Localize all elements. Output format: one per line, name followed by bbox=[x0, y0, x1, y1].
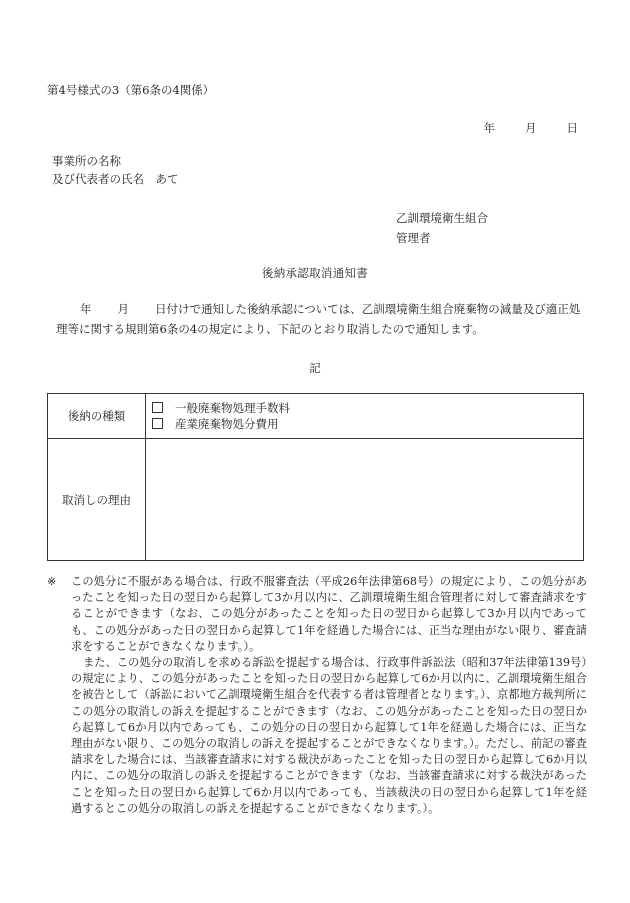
recipient-representative-label: 及び代表者の氏名 あて bbox=[52, 172, 179, 186]
table-row-reason bbox=[48, 439, 584, 561]
recipient-name-label: 事業所の名称 bbox=[52, 154, 121, 168]
ki-heading: 記 bbox=[309, 361, 321, 375]
checkbox-industrial-waste[interactable] bbox=[152, 418, 163, 429]
date-month-label: 月 bbox=[525, 121, 537, 135]
checkbox-general-waste[interactable] bbox=[152, 402, 163, 413]
body-year-label: 年 bbox=[80, 302, 92, 316]
recipient-block bbox=[52, 152, 179, 188]
option-general-waste[interactable] bbox=[152, 400, 583, 416]
option-industrial-waste-label: 産業廃棄物処分費用 bbox=[175, 417, 279, 431]
sender-block bbox=[396, 208, 488, 248]
type-options bbox=[146, 394, 584, 439]
document-title: 後納承認取消通知書 bbox=[261, 266, 369, 280]
body-paragraph bbox=[56, 299, 586, 339]
note-mark: ※ bbox=[47, 575, 57, 588]
date-day-label: 日 bbox=[566, 121, 578, 135]
note-paragraph-1 bbox=[47, 574, 587, 655]
note-text-2: また、この処分の取消しを求める訴訟を提起する場合は、行政事件訴訟法（昭和37年法律第139号）の規定により、この処分があったことを知った日の翌日から起算して6か月以内に、乙訓環境衛生組合を被告として（訴訟において乙訓環境衛生組合を代表する者は管理者となります。）、京都地方裁判所にこの処分の取消しの訴えを提起することができます（なお、この処分があったことを知った日の翌日から起算して6か月以内であっても、この処分の日の翌日から起算して1年を経過した場合には、正当な理由がない限り、この処分の取消しの訴えを提起することができなくなります。）。ただし、前記の審査請求をした場合には、当該審査請求に対する裁決があったことを知った日の翌日から起算して6か月以内に、この処分の取消しの訴えを提起することができます（なお、当該審査請求に対する裁決があったことを知った日の翌日から起算して6か月以内であっても、当該裁決の日の翌日から起算して1年を経過するとこの処分の取消しの訴えを提起することができなくなります。）。 bbox=[71, 656, 587, 815]
table-row-type bbox=[48, 394, 584, 439]
reason-cell bbox=[146, 439, 584, 561]
type-label: 後納の種類 bbox=[48, 394, 146, 439]
body-month-label: 月 bbox=[117, 302, 129, 316]
option-general-waste-label: 一般廃棄物処理手数料 bbox=[175, 401, 290, 415]
date-year-label: 年 bbox=[483, 121, 495, 135]
details-table bbox=[47, 393, 584, 561]
option-industrial-waste[interactable] bbox=[152, 416, 583, 432]
date-line bbox=[484, 120, 579, 136]
form-number: 第4号様式の3（第6条の4関係） bbox=[47, 83, 215, 97]
body-text: 日付けで通知した後納承認については、乙訓環境衛生組合廃棄物の減量及び適正処理等に関する規則第6条の4の規定により、下記のとおり取消したので通知します。 bbox=[56, 302, 581, 336]
reason-field[interactable] bbox=[146, 439, 583, 560]
sender-organization: 乙訓環境衛生組合 bbox=[396, 211, 488, 225]
note-paragraph-2 bbox=[47, 655, 587, 817]
reason-label: 取消しの理由 bbox=[48, 439, 146, 561]
sender-title: 管理者 bbox=[396, 231, 431, 245]
note-text-1: この処分に不服がある場合は、行政不服審査法（平成26年法律第68号）の規定により、この処分があったことを知った日の翌日から起算して3か月以内に、乙訓環境衛生組合管理者に対して審査請求をすることができます（なお、この処分があったことを知った日の翌日から起算して3か月以内であっても、この処分があった日の翌日から起算して1年を経過した場合には、正当な理由がない限り、審査請求をすることができなくなります。）。 bbox=[71, 575, 587, 653]
notes-section bbox=[47, 574, 587, 817]
